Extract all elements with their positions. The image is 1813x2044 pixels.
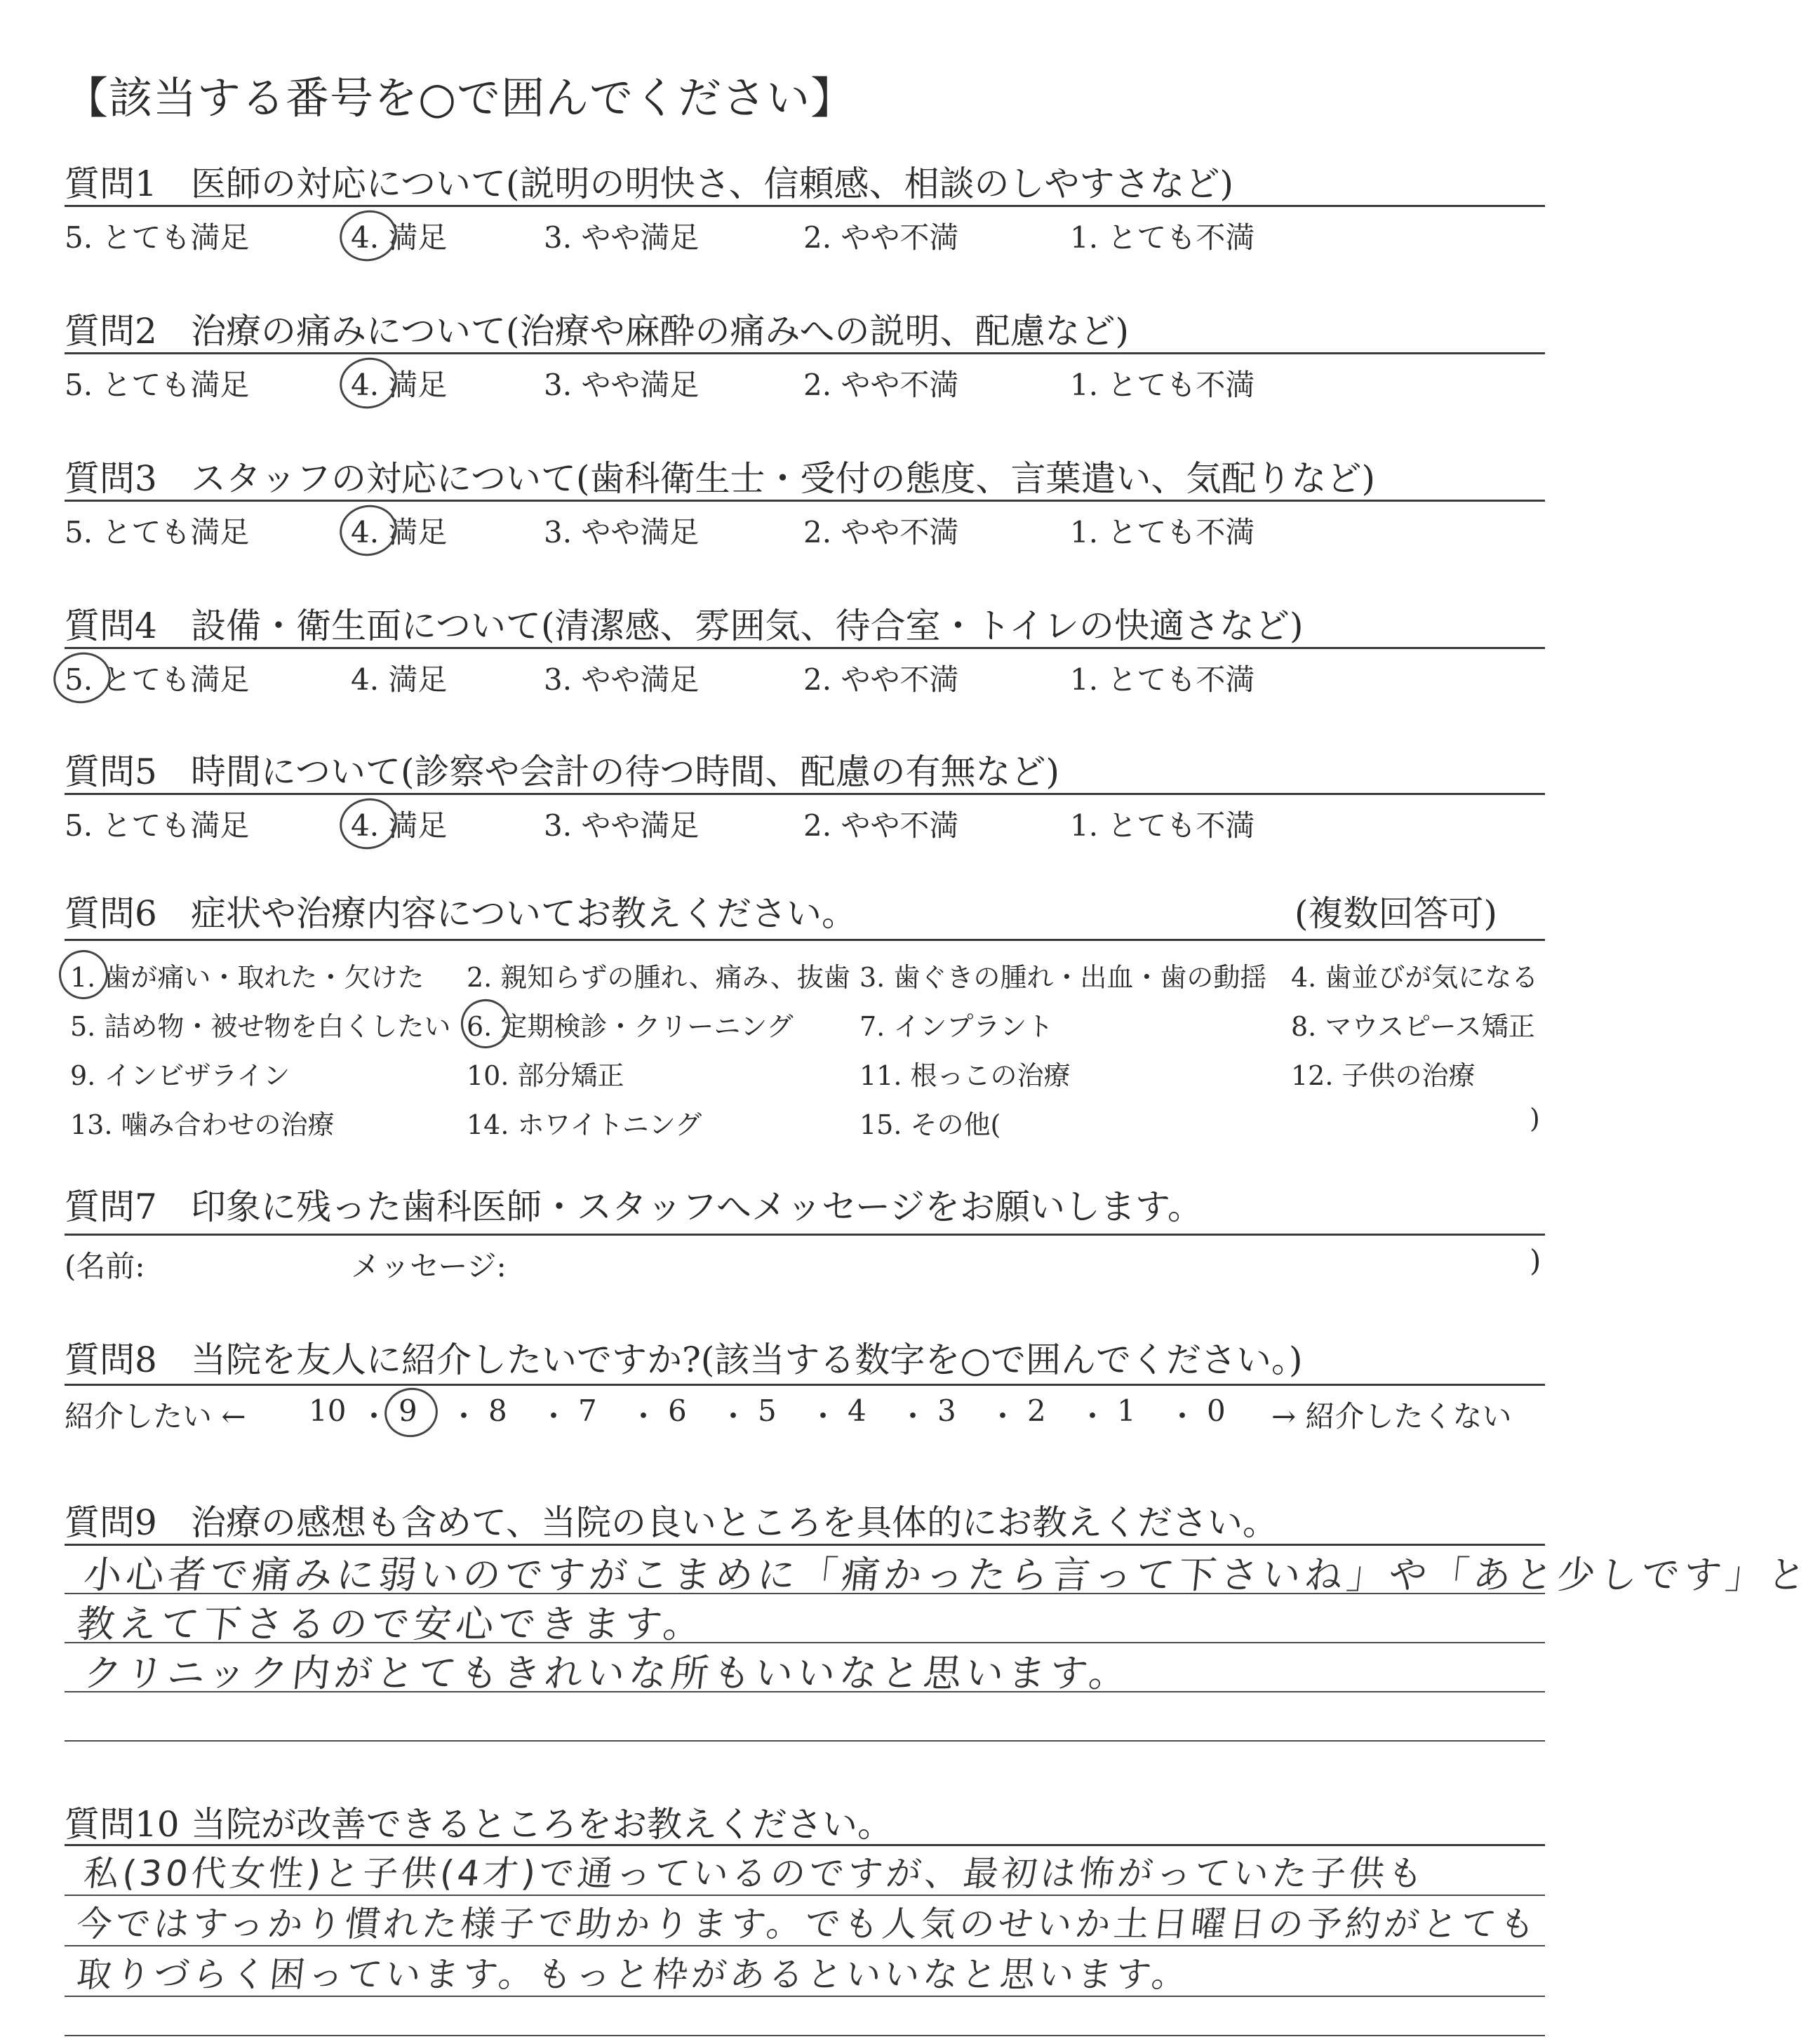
q9-answer-1: 小心者で痛みに弱いのですがこまめに「痛かったら言って下さいね」や「あと少しです」と (81, 1553, 1812, 1597)
selected-circle (54, 945, 112, 1003)
selected-circle (380, 1383, 443, 1442)
q8-scale-value: 6 (668, 1394, 687, 1428)
q8-scale-value: 1 (1117, 1394, 1136, 1428)
q8-separator: ・ (449, 1399, 479, 1434)
q2-rule (65, 352, 1545, 354)
q6-option: 10. 部分矯正 (467, 1060, 624, 1091)
q8-separator: ・ (1078, 1399, 1108, 1434)
q4-option: 5. とても満足 (65, 662, 250, 697)
q2-option: 1. とても不満 (1070, 368, 1255, 402)
q1-option: 5. とても満足 (65, 220, 250, 255)
q8-scale-value: 10 (309, 1394, 347, 1428)
q10-answer-2: 今ではすっかり慣れた様子で助かります。でも人気のせいか土日曜日の予約がとても (74, 1904, 1541, 1944)
q5-option: 1. とても不満 (1070, 808, 1255, 843)
q2-label: 質問2 (65, 311, 157, 352)
q8-separator: ・ (988, 1399, 1018, 1434)
q8-label: 質問8 (65, 1340, 157, 1380)
q3-rule (65, 500, 1545, 502)
q7-label: 質問7 (65, 1187, 157, 1227)
q4-option: 2. やや不満 (803, 662, 959, 697)
q4-option: 4. 満足 (351, 662, 448, 697)
q3-option: 2. やや不満 (803, 515, 959, 549)
q9-text: 治療の感想も含めて、当院の良いところを具体的にお教えください。 (191, 1502, 1278, 1543)
q8-separator: ・ (898, 1399, 928, 1434)
q6-option: 11. 根っこの治療 (859, 1060, 1071, 1091)
q3-text: スタッフの対応について(歯科衛生士・受付の態度、言葉遣い、気配りなど) (191, 458, 1376, 499)
q8-scale-value: 5 (758, 1394, 777, 1428)
q2-option: 2. やや不満 (803, 368, 959, 402)
q6-option: 7. インプラント (859, 1011, 1054, 1042)
page-title: 【該当する番号を○で囲んでください】 (65, 72, 855, 123)
q6-rule (65, 939, 1545, 941)
q6-note: (複数回答可) (1294, 893, 1498, 934)
q8-separator: ・ (808, 1399, 838, 1434)
q8-scale-value: 9 (399, 1394, 417, 1428)
q5-rule (65, 793, 1545, 795)
q8-scale-value: 8 (488, 1394, 507, 1428)
q8-left-label: 紹介したい ← (65, 1399, 246, 1434)
q5-option: 3. やや満足 (544, 808, 700, 843)
q10-answer-1: 私(30代女性)と子供(4才)で通っているのですが、最初は怖がっていた子供も (81, 1853, 1429, 1894)
q8-text: 当院を友人に紹介したいですか?(該当する数字を○で囲んでください。) (191, 1340, 1303, 1380)
q9-label: 質問9 (65, 1502, 157, 1543)
q9-answer-2: 教えて下さるので安心できます。 (74, 1602, 708, 1646)
q6-option: 15. その他( (859, 1109, 1001, 1140)
q1-option: 2. やや不満 (803, 220, 959, 255)
q8-separator: ・ (629, 1399, 659, 1434)
q4-option: 1. とても不満 (1070, 662, 1255, 697)
q7-rule (65, 1234, 1545, 1236)
q10-answer-line (65, 2035, 1545, 2036)
q8-scale-value: 0 (1207, 1394, 1226, 1428)
q5-label: 質問5 (65, 752, 157, 792)
selected-circle (456, 994, 514, 1053)
q8-scale-value: 2 (1027, 1394, 1046, 1428)
q6-option: 9. インビザライン (70, 1060, 290, 1091)
q3-label: 質問3 (65, 458, 157, 499)
q7-close-paren: ) (1530, 1243, 1541, 1278)
q2-option: 4. 満足 (351, 368, 448, 402)
q6-option: ) (1530, 1103, 1540, 1134)
q3-option: 3. やや満足 (544, 515, 700, 549)
q6-option: 2. 親知らずの腫れ、痛み、抜歯 (467, 962, 850, 993)
q2-option: 5. とても満足 (65, 368, 250, 402)
q8-separator: ・ (539, 1399, 569, 1434)
q6-option: 8. マウスピース矯正 (1291, 1011, 1535, 1042)
q4-option: 3. やや満足 (544, 662, 700, 697)
q6-option: 6. 定期検診・クリーニング (467, 1011, 794, 1042)
q1-option: 4. 満足 (351, 220, 448, 255)
q6-option: 5. 詰め物・被せ物を白くしたい (70, 1011, 451, 1042)
q3-option: 4. 満足 (351, 515, 448, 549)
q6-option: 4. 歯並びが気になる (1291, 962, 1539, 993)
q8-separator: ・ (1168, 1399, 1198, 1434)
q1-label: 質問1 (65, 163, 157, 204)
q5-option: 4. 満足 (351, 808, 448, 843)
q6-option: 13. 噛み合わせの治療 (70, 1109, 335, 1140)
q1-text: 医師の対応について(説明の明快さ、信頼感、相談のしやすさなど) (191, 163, 1234, 204)
q1-rule (65, 205, 1545, 207)
q4-rule (65, 647, 1545, 649)
q10-answer-3: 取りづらく困っています。もっと枠があるといいなと思います。 (74, 1954, 1193, 1995)
q5-text: 時間について(診察や会計の待つ時間、配慮の有無など) (191, 752, 1060, 792)
q6-option: 1. 歯が痛い・取れた・欠けた (70, 962, 424, 993)
q8-scale-value: 7 (578, 1394, 597, 1428)
q1-option: 3. やや満足 (544, 220, 700, 255)
q8-right-label: → 紹介したくない (1271, 1399, 1512, 1434)
q9-answer-line (65, 1740, 1545, 1742)
q6-option: 12. 子供の治療 (1291, 1060, 1476, 1091)
q9-answer-3: クリニック内がとてもきれいな所もいいなと思います。 (81, 1651, 1134, 1695)
q6-option: 14. ホワイトニング (467, 1109, 702, 1140)
q4-label: 質問4 (65, 606, 157, 646)
q3-option: 1. とても不満 (1070, 515, 1255, 549)
q8-scale-value: 3 (937, 1394, 956, 1428)
q8-scale-value: 4 (848, 1394, 867, 1428)
q2-text: 治療の痛みについて(治療や麻酔の痛みへの説明、配慮など) (191, 311, 1130, 352)
q6-text: 症状や治療内容についてお教えください。 (191, 893, 857, 934)
q7-text: 印象に残った歯科医師・スタッフへメッセージをお願いします。 (191, 1187, 1203, 1227)
q5-option: 2. やや不満 (803, 808, 959, 843)
q3-option: 5. とても満足 (65, 515, 250, 549)
q8-separator: ・ (718, 1399, 749, 1434)
q6-option: 3. 歯ぐきの腫れ・出血・歯の動揺 (859, 962, 1267, 993)
q8-rule (65, 1384, 1545, 1386)
q10-label: 質問10 (65, 1804, 180, 1845)
q1-option: 1. とても不満 (1070, 220, 1255, 255)
q4-text: 設備・衛生面について(清潔感、雰囲気、待合室・トイレの快適さなど) (191, 606, 1304, 646)
q6-label: 質問6 (65, 893, 157, 934)
q2-option: 3. やや満足 (544, 368, 700, 402)
q7-message-label: メッセージ: (351, 1249, 507, 1283)
q10-text: 当院が改善できるところをお教えください。 (191, 1804, 892, 1845)
q8-separator: ・ (359, 1399, 389, 1434)
q7-name-label: (名前: (65, 1249, 145, 1283)
q5-option: 5. とても満足 (65, 808, 250, 843)
